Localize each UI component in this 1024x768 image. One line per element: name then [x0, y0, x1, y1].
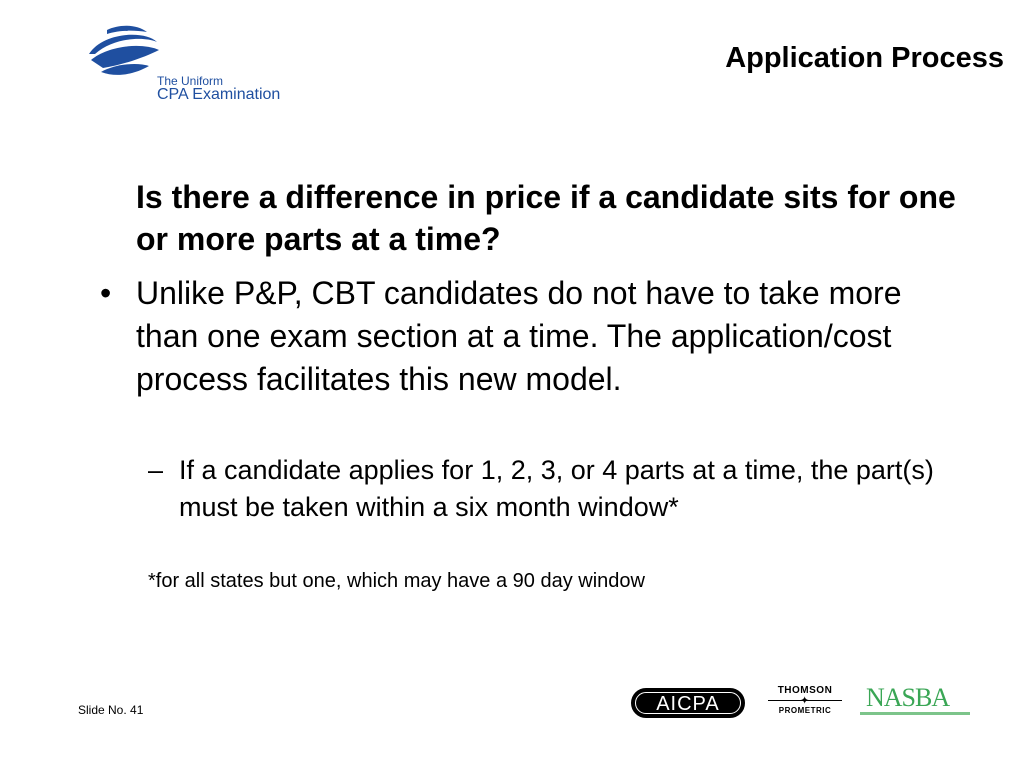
aicpa-logo: [631, 688, 745, 718]
prometric-logo-text: PROMETRIC: [778, 706, 832, 715]
page-title: Application Process: [725, 42, 1004, 74]
aicpa-logo-text: AICPA: [635, 692, 741, 714]
bullet-marker: •: [100, 275, 112, 311]
logo-text-line2: CPA Examination: [157, 86, 281, 103]
thomson-logo-text: THOMSON: [777, 685, 833, 696]
cpa-exam-logo: [83, 24, 303, 110]
sub-bullet-marker: –: [148, 455, 164, 485]
slide-number: Slide No. 41: [78, 703, 144, 717]
bullet-text: Unlike P&P, CBT candidates do not have to take more than one exam section at a time. The application/cost process facilitates this new model.: [136, 275, 902, 397]
star-icon: ✦: [800, 695, 810, 707]
question-heading: Is there a difference in price if a candidate sits for one or more parts at a time?: [136, 179, 956, 257]
logo-text-line1: The Uniform: [157, 74, 224, 88]
thomson-prometric-logo: [766, 685, 844, 719]
sub-bullet-text: If a candidate applies for 1, 2, 3, or 4 parts at a time, the part(s) must be taken within a six month window*: [179, 455, 934, 522]
nasba-logo-text: NASBA: [866, 683, 950, 712]
globe-swoosh-icon: [83, 24, 163, 84]
nasba-logo: [860, 683, 970, 721]
footnote: *for all states but one, which may have a 90 day window: [148, 570, 645, 592]
nasba-tagline-bar: [860, 712, 970, 715]
